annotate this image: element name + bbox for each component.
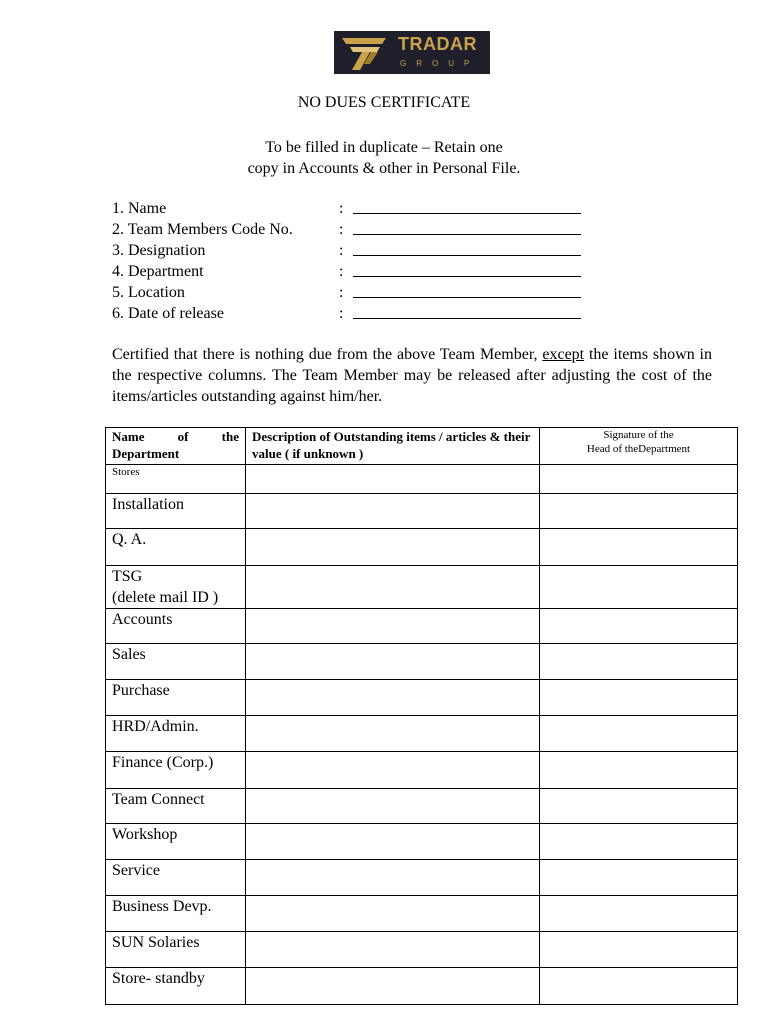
header-text: Name of the (112, 429, 239, 444)
department-cell: SUN Solaries (106, 932, 246, 968)
department-cell (106, 566, 246, 609)
designation-blank[interactable] (353, 255, 581, 256)
company-logo (334, 31, 490, 74)
department-cell: Store- standby (106, 968, 246, 1005)
department-cell: Stores (106, 465, 246, 494)
department-cell: Workshop (106, 824, 246, 860)
description-cell[interactable] (246, 716, 540, 752)
table-row (106, 932, 738, 968)
department-note: (delete mail ID ) (112, 589, 219, 606)
table-row (106, 680, 738, 716)
description-cell[interactable] (246, 566, 540, 609)
header-signature (540, 428, 738, 465)
description-cell[interactable] (246, 465, 540, 494)
signature-cell[interactable] (540, 680, 738, 716)
department-cell: Business Devp. (106, 896, 246, 932)
department-cell: Accounts (106, 609, 246, 644)
field-colon: : (339, 305, 344, 322)
field-colon: : (339, 242, 344, 259)
description-cell[interactable] (246, 932, 540, 968)
field-label: 4. Department (112, 263, 204, 280)
description-cell[interactable] (246, 609, 540, 644)
field-label: 1. Name (112, 200, 167, 217)
instruction-line: copy in Accounts & other in Personal File. (247, 160, 521, 177)
logo-mark-icon (340, 34, 388, 71)
department-cell: Finance (Corp.) (106, 752, 246, 789)
logo-subtitle: GROUP (400, 59, 480, 68)
dues-table (105, 427, 738, 1005)
description-cell[interactable] (246, 529, 540, 566)
signature-cell[interactable] (540, 860, 738, 896)
table-row (106, 824, 738, 860)
description-cell[interactable] (246, 752, 540, 789)
table-header-row (106, 428, 738, 465)
table-row (106, 529, 738, 566)
field-colon: : (339, 200, 344, 217)
signature-cell[interactable] (540, 644, 738, 680)
document-title: NO DUES CERTIFICATE (297, 94, 471, 111)
signature-cell[interactable] (540, 716, 738, 752)
signature-cell[interactable] (540, 968, 738, 1005)
description-cell[interactable] (246, 644, 540, 680)
cert-text: Certified that there is nothing due from the above Team Member, (112, 346, 543, 363)
field-label: 2. Team Members Code No. (112, 221, 293, 238)
logo-wordmark: TRADAR (398, 34, 477, 54)
instructions (0, 137, 768, 179)
header-text: Head of theDepartment (586, 443, 691, 455)
department-blank[interactable] (353, 276, 581, 277)
department-cell: Q. A. (106, 529, 246, 566)
table-row (106, 860, 738, 896)
department-cell: Purchase (106, 680, 246, 716)
table-row (106, 896, 738, 932)
department-cell: Team Connect (106, 789, 246, 824)
signature-cell[interactable] (540, 609, 738, 644)
table-row (106, 789, 738, 824)
department-cell: Installation (106, 494, 246, 529)
department-text: TSG (112, 568, 143, 585)
table-row (106, 609, 738, 644)
table-row (106, 494, 738, 529)
description-cell[interactable] (246, 680, 540, 716)
description-cell[interactable] (246, 789, 540, 824)
field-label: 5. Location (112, 284, 185, 301)
table-row (106, 465, 738, 494)
header-text: Signature of the (603, 429, 674, 441)
description-cell[interactable] (246, 968, 540, 1005)
name-blank[interactable] (353, 213, 581, 214)
signature-cell[interactable] (540, 752, 738, 789)
header-text: Department (112, 446, 180, 461)
field-colon: : (339, 263, 344, 280)
field-colon: : (339, 284, 344, 301)
header-description: Description of Outstanding items / articles & their value ( if unknown ) (246, 428, 540, 465)
field-colon: : (339, 221, 344, 238)
table-row (106, 752, 738, 789)
cert-underlined: except (542, 346, 585, 363)
department-cell: HRD/Admin. (106, 716, 246, 752)
location-blank[interactable] (353, 297, 581, 298)
date-blank[interactable] (353, 318, 581, 319)
cert-text: the items shown in the respective columns. The Team Member may be released after adjusting the cost of the items/articles outstanding against him/her. (112, 346, 712, 405)
signature-cell[interactable] (540, 465, 738, 494)
signature-cell[interactable] (540, 824, 738, 860)
code-blank[interactable] (353, 234, 581, 235)
field-label: 3. Designation (112, 242, 206, 259)
header-department (106, 428, 246, 465)
signature-cell[interactable] (540, 932, 738, 968)
signature-cell[interactable] (540, 896, 738, 932)
signature-cell[interactable] (540, 566, 738, 609)
table-row (106, 644, 738, 680)
description-cell[interactable] (246, 494, 540, 529)
table-row (106, 968, 738, 1005)
description-cell[interactable] (246, 860, 540, 896)
department-cell: Service (106, 860, 246, 896)
signature-cell[interactable] (540, 494, 738, 529)
signature-cell[interactable] (540, 789, 738, 824)
description-cell[interactable] (246, 824, 540, 860)
table-row (106, 716, 738, 752)
department-cell: Sales (106, 644, 246, 680)
description-cell[interactable] (246, 896, 540, 932)
table-row (106, 566, 738, 609)
certification-paragraph (112, 344, 712, 407)
signature-cell[interactable] (540, 529, 738, 566)
field-label: 6. Date of release (112, 305, 224, 322)
instruction-line: To be filled in duplicate – Retain one (265, 139, 503, 156)
